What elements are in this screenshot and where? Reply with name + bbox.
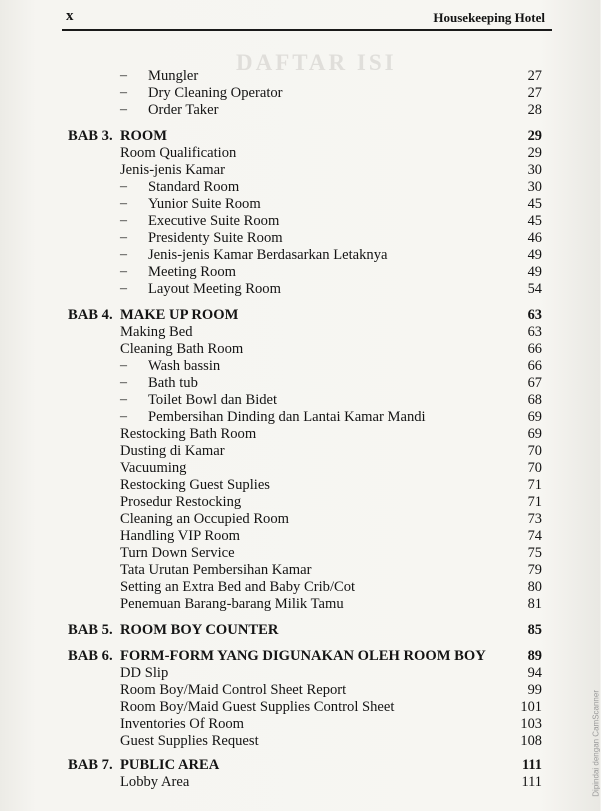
toc-row (0, 578, 600, 596)
chapter-label: BAB 3. (68, 128, 113, 144)
toc-page-number: 80 (527, 579, 542, 595)
chapter-title: ROOM (120, 128, 168, 144)
toc-row (0, 664, 600, 682)
toc-page-number: 89 (527, 648, 542, 664)
toc-entry-title: Lobby Area (120, 774, 190, 790)
toc-page-number: 67 (527, 375, 542, 391)
toc-page-number: 49 (527, 264, 542, 280)
toc-entry-title: Room Boy/Maid Control Sheet Report (120, 682, 347, 698)
toc-row (0, 212, 600, 230)
toc-page-number: 108 (520, 733, 542, 749)
toc-row (0, 698, 600, 716)
toc-chapter-row (0, 756, 600, 774)
toc-chapter-row (0, 306, 600, 324)
toc-page-number: 71 (527, 477, 542, 493)
chapter-label: BAB 7. (68, 757, 113, 773)
toc-page-number: 70 (527, 460, 542, 476)
toc-page-number: 111 (522, 757, 542, 773)
toc-page-number: 30 (527, 162, 542, 178)
dash-bullet-icon: – (120, 213, 127, 228)
toc-entry-title: Wash bassin (148, 358, 221, 374)
toc-row (0, 715, 600, 733)
toc-row (0, 544, 600, 562)
toc-row (0, 67, 600, 85)
toc-page-number: 27 (527, 68, 542, 84)
toc-row (0, 773, 600, 791)
toc-page-number: 46 (527, 230, 542, 246)
toc-row (0, 323, 600, 341)
toc-entry-title: Vacuuming (120, 460, 187, 476)
toc-page-number: 111 (521, 774, 542, 790)
dash-bullet-icon: – (120, 230, 127, 245)
toc-row (0, 527, 600, 545)
toc-page-number: 45 (527, 213, 542, 229)
toc-entry-title: Restocking Bath Room (120, 426, 257, 442)
toc-entry-title: Pembersihan Dinding dan Lantai Kamar Mandi (148, 409, 426, 425)
chapter-label: BAB 5. (68, 622, 113, 638)
toc-entry-title: Prosedur Restocking (120, 494, 242, 510)
toc-entry-title: Yunior Suite Room (148, 196, 261, 212)
toc-entry-title: Mungler (148, 68, 199, 84)
toc-row (0, 493, 600, 511)
toc-row (0, 280, 600, 298)
chapter-label: BAB 6. (68, 648, 113, 664)
dash-bullet-icon: – (120, 358, 127, 373)
toc-entry-title: Dusting di Kamar (120, 443, 225, 459)
toc-row (0, 340, 600, 358)
toc-row (0, 144, 600, 162)
toc-page-number: 66 (527, 341, 542, 357)
toc-page-number: 27 (527, 85, 542, 101)
toc-row (0, 263, 600, 281)
toc-row (0, 101, 600, 119)
toc-page-number: 49 (527, 247, 542, 263)
dash-bullet-icon: – (120, 102, 127, 117)
toc-page-number: 63 (527, 324, 542, 340)
toc-entry-title: Restocking Guest Suplies (120, 477, 270, 493)
toc-row (0, 561, 600, 579)
toc-entry-title: Standard Room (148, 179, 240, 195)
toc-row (0, 178, 600, 196)
toc-page-number: 85 (527, 622, 542, 638)
toc-row (0, 195, 600, 213)
toc-page-number: 103 (520, 716, 542, 732)
toc-entry-title: Inventories Of Room (120, 716, 245, 732)
chapter-title: FORM-FORM YANG DIGUNAKAN OLEH ROOM BOY (120, 648, 486, 664)
toc-entry-title: Cleaning an Occupied Room (120, 511, 290, 527)
toc-entry-title: Toilet Bowl dan Bidet (148, 392, 278, 408)
chapter-title: PUBLIC AREA (120, 757, 220, 773)
toc-page-number: 75 (527, 545, 542, 561)
toc-page-number: 54 (527, 281, 542, 297)
toc-row (0, 510, 600, 528)
toc-row (0, 246, 600, 264)
chapter-title: MAKE UP ROOM (120, 307, 239, 323)
toc-row (0, 391, 600, 409)
toc-page-number: 79 (527, 562, 542, 578)
toc-page-number: 30 (527, 179, 542, 195)
toc-row (0, 425, 600, 443)
toc-entry-title: Turn Down Service (120, 545, 235, 561)
toc-page-number: 68 (527, 392, 542, 408)
toc-entry-title: Dry Cleaning Operator (148, 85, 283, 101)
toc-row (0, 229, 600, 247)
toc-entry-title: Order Taker (148, 102, 219, 118)
toc-row (0, 408, 600, 426)
toc-page-number: 69 (527, 409, 542, 425)
toc-entry-title: Jenis-jenis Kamar Berdasarkan Letaknya (148, 247, 388, 263)
toc-row (0, 161, 600, 179)
toc-entry-title: Room Boy/Maid Guest Supplies Control Sheet (120, 699, 395, 715)
toc-entry-title: DD Slip (120, 665, 169, 681)
dash-bullet-icon: – (120, 264, 127, 279)
toc-page-number: 71 (527, 494, 542, 510)
toc-entry-title: Executive Suite Room (148, 213, 280, 229)
dash-bullet-icon: – (120, 68, 127, 83)
toc-row (0, 357, 600, 375)
page-number-roman: x (66, 8, 74, 24)
dash-bullet-icon: – (120, 409, 127, 424)
toc-entry-title: Layout Meeting Room (148, 281, 281, 297)
toc-page-number: 94 (527, 665, 542, 681)
chapter-title: ROOM BOY COUNTER (120, 622, 279, 638)
toc-page-number: 29 (527, 145, 542, 161)
toc-chapter-row (0, 647, 600, 665)
toc-page-number: 66 (527, 358, 542, 374)
toc-row (0, 681, 600, 699)
toc-page-number: 73 (527, 511, 542, 527)
dash-bullet-icon: – (120, 85, 127, 100)
toc-page-number: 28 (527, 102, 542, 118)
toc-page-number: 45 (527, 196, 542, 212)
toc-entry-title: Room Qualification (120, 145, 237, 161)
toc-row (0, 476, 600, 494)
toc-entry-title: Meeting Room (148, 264, 236, 280)
toc-row (0, 595, 600, 613)
toc-row (0, 732, 600, 750)
header-rule (62, 29, 552, 31)
toc-entry-title: Bath tub (148, 375, 198, 391)
toc-chapter-row (0, 127, 600, 145)
toc-entry-title: Cleaning Bath Room (120, 341, 244, 357)
dash-bullet-icon: – (120, 392, 127, 407)
dash-bullet-icon: – (120, 196, 127, 211)
toc-page-number: 99 (527, 682, 542, 698)
running-header-title: Housekeeping Hotel (433, 10, 545, 25)
toc-row (0, 374, 600, 392)
toc-page-number: 29 (527, 128, 542, 144)
chapter-label: BAB 4. (68, 307, 113, 323)
toc-entry-title: Handling VIP Room (120, 528, 240, 544)
toc-entry-title: Penemuan Barang-barang Milik Tamu (120, 596, 344, 612)
toc-row (0, 459, 600, 477)
toc-page-number: 81 (527, 596, 542, 612)
bleed-through-heading: DAFTAR ISI (236, 50, 397, 75)
toc-page-number: 69 (527, 426, 542, 442)
toc-row (0, 442, 600, 460)
scanner-watermark: Dipindai dengan CamScanner (592, 690, 601, 797)
toc-entry-title: Presidenty Suite Room (148, 230, 283, 246)
toc-page-number: 101 (520, 699, 542, 715)
dash-bullet-icon: – (120, 281, 127, 296)
toc-entry-title: Tata Urutan Pembersihan Kamar (120, 562, 312, 578)
dash-bullet-icon: – (120, 247, 127, 262)
toc-entry-title: Guest Supplies Request (120, 733, 259, 749)
toc-entry-title: Jenis-jenis Kamar (120, 162, 225, 178)
toc-page-number: 70 (527, 443, 542, 459)
toc-page-number: 74 (527, 528, 542, 544)
dash-bullet-icon: – (120, 375, 127, 390)
toc-entry-title: Making Bed (120, 324, 193, 340)
toc-page-number: 63 (527, 307, 542, 323)
toc-chapter-row (0, 621, 600, 639)
toc-entry-title: Setting an Extra Bed and Baby Crib/Cot (120, 579, 356, 595)
toc-row (0, 84, 600, 102)
dash-bullet-icon: – (120, 179, 127, 194)
